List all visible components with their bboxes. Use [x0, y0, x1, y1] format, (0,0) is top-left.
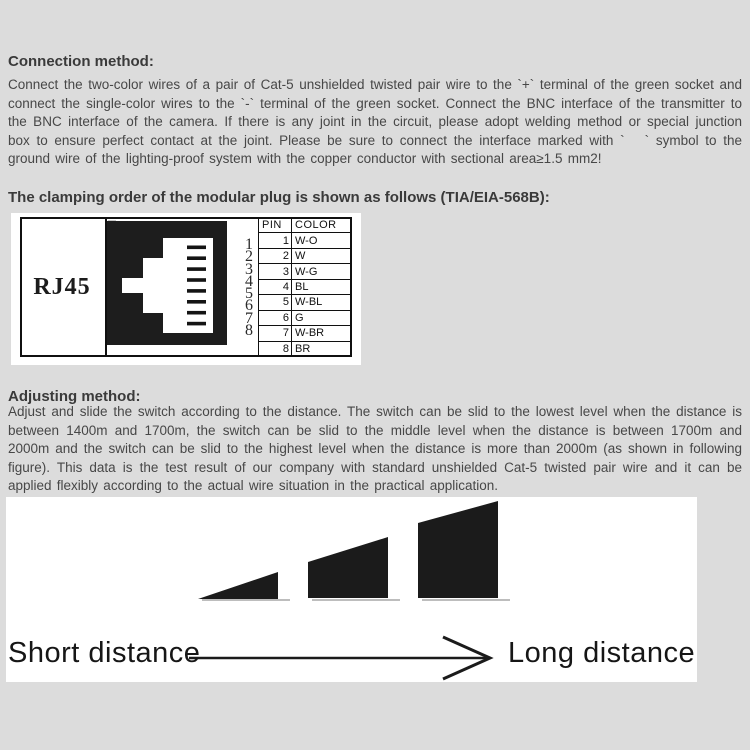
- clamping-order-heading: The clamping order of the modular plug is shown as follows (TIA/EIA-568B):: [8, 189, 550, 206]
- table-row: [259, 341, 352, 357]
- color-cell: BL: [292, 279, 352, 294]
- pin-cell: 8: [259, 341, 292, 357]
- pin-number: 2: [245, 248, 253, 266]
- pin-number: 8: [245, 321, 253, 339]
- table-row: [259, 326, 352, 341]
- adjusting-method-heading: Adjusting method:: [8, 388, 141, 405]
- table-row: [259, 279, 352, 294]
- color-cell: W-G: [292, 264, 352, 279]
- level-mid-wedge: [308, 537, 388, 598]
- color-cell: W-BL: [292, 295, 352, 310]
- rj45-connector-icon: [107, 221, 227, 345]
- rj45-label: RJ45: [33, 274, 91, 300]
- distance-figure: [6, 497, 697, 682]
- color-cell: BR: [292, 341, 352, 357]
- pin-number: 4: [245, 272, 253, 290]
- pin-cell: 7: [259, 326, 292, 341]
- pin-cell: 1: [259, 233, 292, 248]
- color-cell: G: [292, 310, 352, 325]
- pin-cell: 3: [259, 264, 292, 279]
- pin-color-table: [258, 217, 352, 357]
- pin-number: 1: [245, 236, 253, 253]
- pin-cell: 5: [259, 295, 292, 310]
- pin-number: 3: [245, 260, 253, 278]
- color-cell: W-BR: [292, 326, 352, 341]
- table-row: [259, 295, 352, 310]
- pin-number: 7: [245, 309, 253, 327]
- connection-method-text: Connect the two-color wires of a pair of Cat-5 unshielded twisted pair wire to the `+` terminal of the green socket and connect the single-color wires to the `-` terminal of the green socket. Connect the BNC interface of the transmitter to the BNC interface of the camera. If there is any joint in the circuit, please adopt welding method or special junction box to ensure perfect contact at the joint. Please be sure to connect the interface marked with ` ` symbol to the ground wire of the lighting-proof system with the copper conductor with sectional area≥1.5 mm2!: [8, 77, 742, 167]
- pin-cell: 6: [259, 310, 292, 325]
- color-cell: W-O: [292, 233, 352, 248]
- table-row: [259, 233, 352, 248]
- adjusting-method-text: Adjust and slide the switch according to the distance. The switch can be slid to the lowest level when the distance is between 1400m and 1700m, the switch can be slid to the middle level when the distance is between 1700m and 2000m and the switch can be slid to the highest level when the distance is more than 2000m (as shown in following figure). This data is the test result of our company with standard unshielded Cat-5 twisted pair wire and it can be applied flexibly according to the actual wire situation in the practical application.: [8, 404, 742, 494]
- color-header: COLOR: [292, 218, 352, 233]
- rj45-pinout-figure: [11, 213, 361, 365]
- table-row: [259, 264, 352, 279]
- color-cell: W: [292, 248, 352, 263]
- table-row: [259, 248, 352, 263]
- pin-header: PIN: [259, 218, 292, 233]
- pin-table-header-row: [259, 218, 352, 233]
- table-row: [259, 310, 352, 325]
- pin-cell: 4: [259, 279, 292, 294]
- pin-cell: 2: [259, 248, 292, 263]
- pin-number: 6: [245, 297, 253, 315]
- short-distance-label: Short distance: [8, 637, 201, 669]
- pin-number: 5: [245, 285, 253, 303]
- level-high-wedge: [418, 501, 498, 598]
- connection-method-heading: Connection method:: [8, 53, 154, 70]
- long-distance-label: Long distance: [508, 637, 696, 669]
- level-low-wedge: [198, 572, 278, 599]
